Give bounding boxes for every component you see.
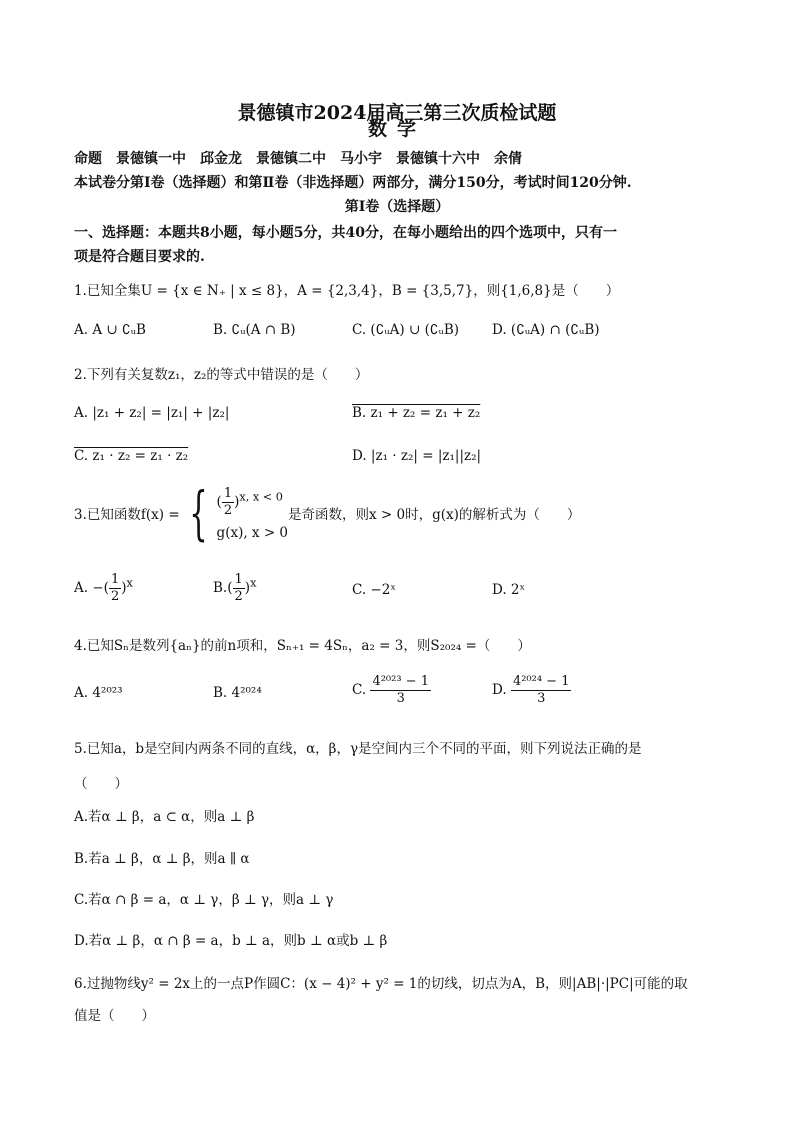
question-4-stem: 4.已知Sₙ是数列{aₙ}的前n项和，Sₙ₊₁ = 4Sₙ，a₂ = 3，则S₂₀₂₄ =（ ）: [74, 638, 531, 654]
question-1-stem: 1.已知全集U = {x ∈ N₊ | x ≤ 8}，A = {2,3,4}，B = {3,5,7}，则{1,6,8}是（ ）: [74, 283, 620, 299]
q3-frac-den: 2: [223, 502, 233, 518]
q5-option-c: C.若α ∩ β = a，α ⊥ γ，β ⊥ γ，则a ⊥ γ: [74, 892, 334, 908]
q3-stem-prefix: 3.已知函数f(x) =: [74, 507, 180, 523]
q2-option-b: B. z₁ + z₂ = z₁ + z₂: [352, 405, 481, 421]
piecewise-function: { ( $\frac{1}{2}$ )$^{x, x < 0}$ g(x), x > 0: [188, 479, 289, 547]
question-5-stem-line1: 5.已知a，b是空间内两条不同的直线，α，β，γ是空间内三个不同的平面，则下列说法正确的是: [74, 741, 642, 757]
q1-option-b: B. ∁ᵤ(A ∩ B): [213, 322, 296, 338]
q1-option-c: C. (∁ᵤA) ∪ (∁ᵤB): [352, 322, 460, 338]
question-2-stem: 2.下列有关复数z₁，z₂的等式中错误的是（ ）: [74, 367, 369, 383]
q4-option-a: A. 4²⁰²³: [74, 685, 123, 701]
q3-stem-suffix: 是奇函数，则x > 0时，g(x)的解析式为（ ）: [288, 507, 581, 523]
q3-option-d: D. 2ˣ: [492, 582, 526, 598]
q3-case1: x, x < 0: [239, 490, 283, 503]
q2-option-c: C. z₁ · z₂ = z₁ · z₂: [74, 448, 189, 464]
question-5-stem-line2: （ ）: [74, 776, 128, 792]
exam-intro: 本试卷分第Ⅰ卷（选择题）和第Ⅱ卷（非选择题）两部分，满分150分，考试时间120分钟.: [74, 175, 632, 191]
section1-instructions-line2: 项是符合题目要求的.: [74, 249, 205, 265]
question-6-stem-line2: 值是（ ）: [74, 1008, 155, 1024]
q1-option-d: D. (∁ᵤA) ∩ (∁ᵤB): [492, 322, 600, 338]
q3-option-b: B.( $\frac{1}{2}$ )$^x$: [213, 572, 257, 604]
part1-heading: 第Ⅰ卷（选择题）: [344, 199, 450, 215]
question-3-stem: [74, 479, 581, 547]
q2-option-a: A. |z₁ + z₂| = |z₁| + |z₂|: [74, 405, 230, 421]
q3-option-a: A. −( $\frac{1}{2}$ )$^x$: [74, 572, 133, 604]
question-6-stem-line1: 6.过抛物线y² = 2x上的一点P作圆C：(x − 4)² + y² = 1的切线，切点为A，B，则|AB|·|PC|可能的取: [74, 976, 688, 992]
exam-title: 景德镇市2024届高三第三次质检试题: [237, 102, 557, 124]
section1-instructions-line1: 一、选择题：本题共8小题，每小题5分，共40分，在每小题给出的四个选项中，只有一: [74, 225, 617, 241]
authors-line: 命题 景德镇一中 邱金龙 景德镇二中 马小宇 景德镇十六中 余倩: [74, 151, 522, 167]
q5-option-a: A.若α ⊥ β，a ⊂ α，则a ⊥ β: [74, 809, 255, 825]
q4-option-c: C. $\frac{\text{4²⁰²³ − 1}}{3}$: [352, 674, 429, 706]
q2-option-d: D. |z₁ · z₂| = |z₁||z₂|: [352, 448, 482, 464]
q5-option-b: B.若a ⊥ β，α ⊥ β，则a ∥ α: [74, 851, 250, 867]
q3-option-c: C. −2ˣ: [352, 582, 397, 598]
q4-option-d: D. $\frac{\text{4²⁰²⁴ − 1}}{3}$: [492, 674, 570, 706]
q3-case2: g(x), x > 0: [216, 524, 289, 541]
q5-option-d: D.若α ⊥ β，α ∩ β = a，b ⊥ a，则b ⊥ α或b ⊥ β: [74, 933, 388, 949]
q1-option-a: A. A ∪ ∁ᵤB: [74, 322, 146, 338]
q3-frac-num: 1: [223, 485, 233, 501]
q4-option-b: B. 4²⁰²⁴: [213, 685, 262, 701]
subject-heading: 数学: [367, 118, 426, 140]
